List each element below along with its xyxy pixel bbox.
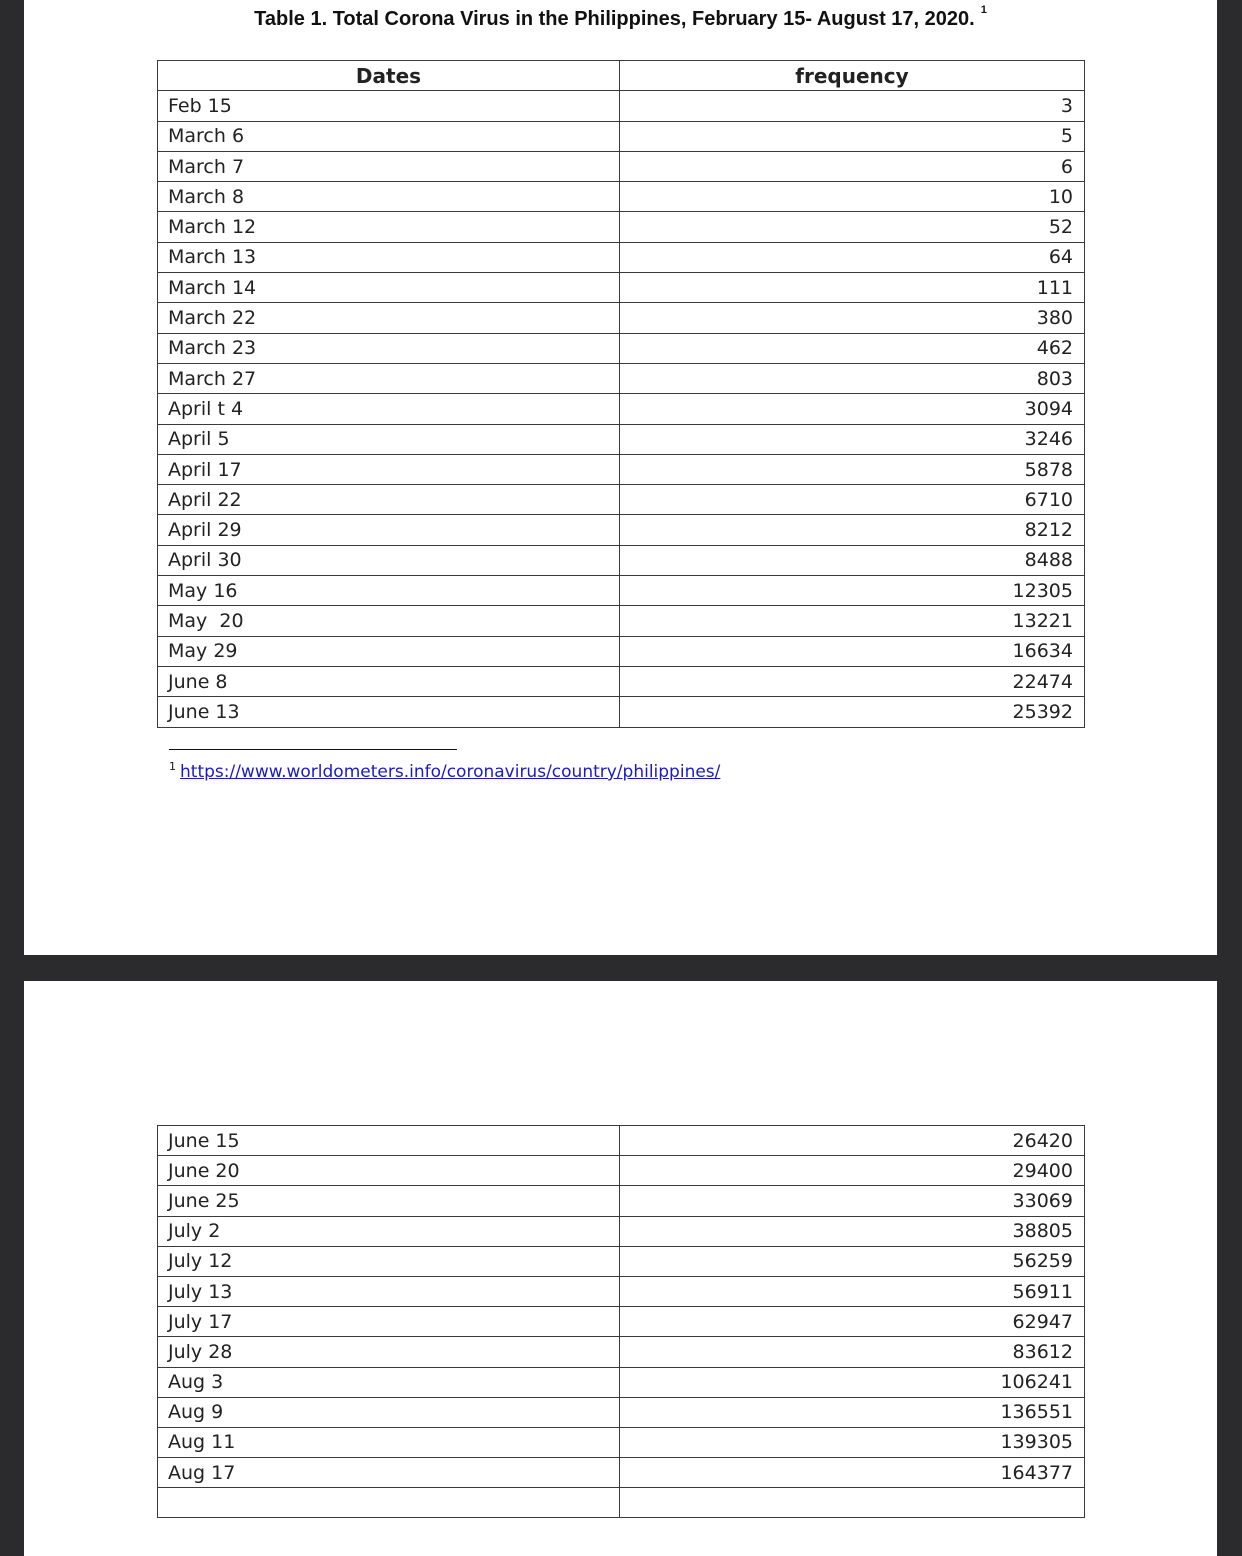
date-cell: July 13 bbox=[158, 1276, 620, 1306]
date-cell: May 29 bbox=[158, 636, 620, 666]
frequency-cell: 803 bbox=[620, 363, 1085, 393]
table-row bbox=[158, 697, 1085, 727]
date-cell: June 25 bbox=[158, 1186, 620, 1216]
date-cell: Aug 17 bbox=[158, 1458, 620, 1488]
table-row bbox=[158, 121, 1085, 151]
date-cell: April 17 bbox=[158, 454, 620, 484]
title-footnote-mark: 1 bbox=[980, 4, 987, 16]
frequency-cell: 13221 bbox=[620, 606, 1085, 636]
frequency-cell: 29400 bbox=[620, 1156, 1085, 1186]
date-cell: March 23 bbox=[158, 333, 620, 363]
date-cell: June 20 bbox=[158, 1156, 620, 1186]
date-cell: July 2 bbox=[158, 1216, 620, 1246]
frequency-cell: 56259 bbox=[620, 1246, 1085, 1276]
frequency-cell: 6 bbox=[620, 151, 1085, 181]
date-cell: June 13 bbox=[158, 697, 620, 727]
frequency-cell: 62947 bbox=[620, 1307, 1085, 1337]
frequency-cell: 462 bbox=[620, 333, 1085, 363]
date-cell: May 20 bbox=[158, 606, 620, 636]
frequency-cell: 8488 bbox=[620, 545, 1085, 575]
table-row bbox=[158, 1246, 1085, 1276]
cases-table-part-2 bbox=[157, 1125, 1085, 1518]
frequency-cell: 3 bbox=[620, 91, 1085, 121]
frequency-cell: 83612 bbox=[620, 1337, 1085, 1367]
table-row bbox=[158, 394, 1085, 424]
header-dates: Dates bbox=[158, 61, 620, 91]
date-cell: March 14 bbox=[158, 273, 620, 303]
table-row bbox=[158, 1427, 1085, 1457]
table-row bbox=[158, 182, 1085, 212]
table-row bbox=[158, 273, 1085, 303]
table-row bbox=[158, 1397, 1085, 1427]
frequency-cell: 106241 bbox=[620, 1367, 1085, 1397]
date-cell: April 30 bbox=[158, 545, 620, 575]
table-row bbox=[158, 242, 1085, 272]
frequency-cell: 52 bbox=[620, 212, 1085, 242]
frequency-cell: 3094 bbox=[620, 394, 1085, 424]
table-row bbox=[158, 1337, 1085, 1367]
table-header-row bbox=[158, 61, 1085, 91]
date-cell: March 27 bbox=[158, 363, 620, 393]
table-row bbox=[158, 1367, 1085, 1397]
table-row bbox=[158, 515, 1085, 545]
date-cell: July 28 bbox=[158, 1337, 620, 1367]
table-row bbox=[158, 151, 1085, 181]
date-cell: June 15 bbox=[158, 1126, 620, 1156]
date-cell: March 8 bbox=[158, 182, 620, 212]
table-row bbox=[158, 545, 1085, 575]
frequency-cell: 25392 bbox=[620, 697, 1085, 727]
table-title-text: Table 1. Total Corona Virus in the Philippines, February 15- August 17, 2020. bbox=[254, 8, 975, 30]
frequency-cell: 33069 bbox=[620, 1186, 1085, 1216]
table-row bbox=[158, 1488, 1085, 1518]
frequency-cell: 6710 bbox=[620, 485, 1085, 515]
date-cell: April 22 bbox=[158, 485, 620, 515]
frequency-cell: 56911 bbox=[620, 1276, 1085, 1306]
date-cell: March 12 bbox=[158, 212, 620, 242]
frequency-cell: 16634 bbox=[620, 636, 1085, 666]
table-row bbox=[158, 485, 1085, 515]
table-row bbox=[158, 666, 1085, 696]
table-row bbox=[158, 1186, 1085, 1216]
date-cell: Aug 3 bbox=[158, 1367, 620, 1397]
table-row bbox=[158, 1216, 1085, 1246]
frequency-cell: 5878 bbox=[620, 454, 1085, 484]
table-row bbox=[158, 303, 1085, 333]
footnote-source-link[interactable]: https://www.worldometers.info/coronavirus/country/philippines/ bbox=[180, 762, 721, 782]
table-row bbox=[158, 91, 1085, 121]
date-cell: Feb 15 bbox=[158, 91, 620, 121]
footnote-separator bbox=[169, 749, 457, 750]
document-page-2 bbox=[24, 981, 1217, 1556]
frequency-cell: 12305 bbox=[620, 576, 1085, 606]
date-cell: June 8 bbox=[158, 666, 620, 696]
footnote-mark: 1 bbox=[169, 760, 176, 773]
frequency-cell: 64 bbox=[620, 242, 1085, 272]
frequency-cell: 22474 bbox=[620, 666, 1085, 696]
table-row bbox=[158, 1276, 1085, 1306]
frequency-cell: 8212 bbox=[620, 515, 1085, 545]
frequency-cell: 380 bbox=[620, 303, 1085, 333]
table-row bbox=[158, 576, 1085, 606]
frequency-cell: 26420 bbox=[620, 1126, 1085, 1156]
date-cell: March 7 bbox=[158, 151, 620, 181]
date-cell: April 5 bbox=[158, 424, 620, 454]
frequency-cell: 10 bbox=[620, 182, 1085, 212]
date-cell: Aug 9 bbox=[158, 1397, 620, 1427]
date-cell: April t 4 bbox=[158, 394, 620, 424]
table-row bbox=[158, 1458, 1085, 1488]
table-row bbox=[158, 1156, 1085, 1186]
frequency-cell: 111 bbox=[620, 273, 1085, 303]
table-row bbox=[158, 333, 1085, 363]
table-title bbox=[24, 4, 1217, 31]
date-cell: April 29 bbox=[158, 515, 620, 545]
header-frequency: frequency bbox=[620, 61, 1085, 91]
table-row bbox=[158, 636, 1085, 666]
date-cell: March 6 bbox=[158, 121, 620, 151]
date-cell: March 22 bbox=[158, 303, 620, 333]
frequency-cell: 164377 bbox=[620, 1458, 1085, 1488]
frequency-cell: 38805 bbox=[620, 1216, 1085, 1246]
frequency-cell bbox=[620, 1488, 1085, 1518]
date-cell: March 13 bbox=[158, 242, 620, 272]
date-cell: Aug 11 bbox=[158, 1427, 620, 1457]
table-row bbox=[158, 363, 1085, 393]
date-cell: July 17 bbox=[158, 1307, 620, 1337]
table-row bbox=[158, 212, 1085, 242]
frequency-cell: 3246 bbox=[620, 424, 1085, 454]
frequency-cell: 5 bbox=[620, 121, 1085, 151]
date-cell: May 16 bbox=[158, 576, 620, 606]
document-page-1 bbox=[24, 0, 1217, 955]
frequency-cell: 139305 bbox=[620, 1427, 1085, 1457]
cases-table-part-1 bbox=[157, 60, 1085, 728]
table-row bbox=[158, 454, 1085, 484]
table-row bbox=[158, 1126, 1085, 1156]
frequency-cell: 136551 bbox=[620, 1397, 1085, 1427]
table-row bbox=[158, 606, 1085, 636]
date-cell: July 12 bbox=[158, 1246, 620, 1276]
date-cell bbox=[158, 1488, 620, 1518]
table-row bbox=[158, 424, 1085, 454]
footnote bbox=[169, 762, 720, 782]
table-row bbox=[158, 1307, 1085, 1337]
